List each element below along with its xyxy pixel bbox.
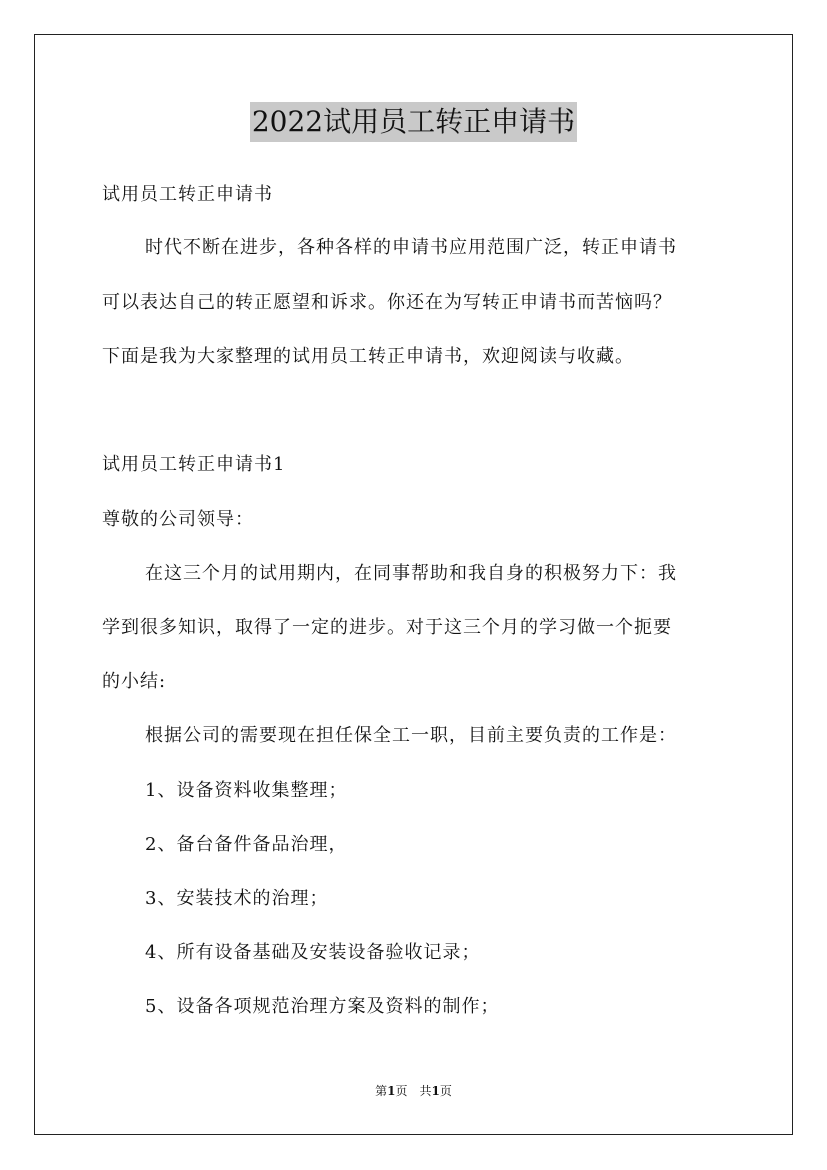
duty-item-1: 1、设备资料收集整理； [145,780,348,801]
duty-item-5: 5、设备各项规范治理方案及资料的制作； [145,996,500,1017]
footer-current-page: 1 [387,1084,396,1098]
intro-line-1: 时代不断在进步，各种各样的申请书应用范围广泛，转正申请书 [145,237,677,258]
intro-line-3: 下面是我为大家整理的试用员工转正申请书，欢迎阅读与收藏。 [102,346,634,367]
duty-item-3: 3、安装技术的治理； [145,888,329,909]
duties-intro: 根据公司的需要现在担任保全工一职，目前主要负责的工作是： [145,725,677,746]
page-footer [0,1083,827,1099]
salutation: 尊敬的公司领导： [102,509,254,530]
document-title: 2022试用员工转正申请书 [250,102,577,142]
section-title: 试用员工转正申请书1 [102,454,286,475]
document-heading: 试用员工转正申请书 [102,184,273,205]
footer-prefix: 第 [375,1084,388,1098]
footer-mid: 页 共 [395,1084,432,1098]
title-container [0,102,827,142]
body-line-1: 在这三个月的试用期内，在同事帮助和我自身的积极努力下：我 [145,563,677,584]
body-line-2: 学到很多知识，取得了一定的进步。对于这三个月的学习做一个扼要 [102,617,672,638]
body-line-3: 的小结: [102,671,167,692]
footer-suffix: 页 [439,1084,452,1098]
duty-item-4: 4、所有设备基础及安装设备验收记录； [145,942,481,963]
duty-item-2: 2、备台备件备品治理， [145,834,348,855]
footer-total-pages: 1 [431,1084,440,1098]
intro-line-2: 可以表达自己的转正愿望和诉求。你还在为写转正申请书而苦恼吗？ [102,292,672,313]
